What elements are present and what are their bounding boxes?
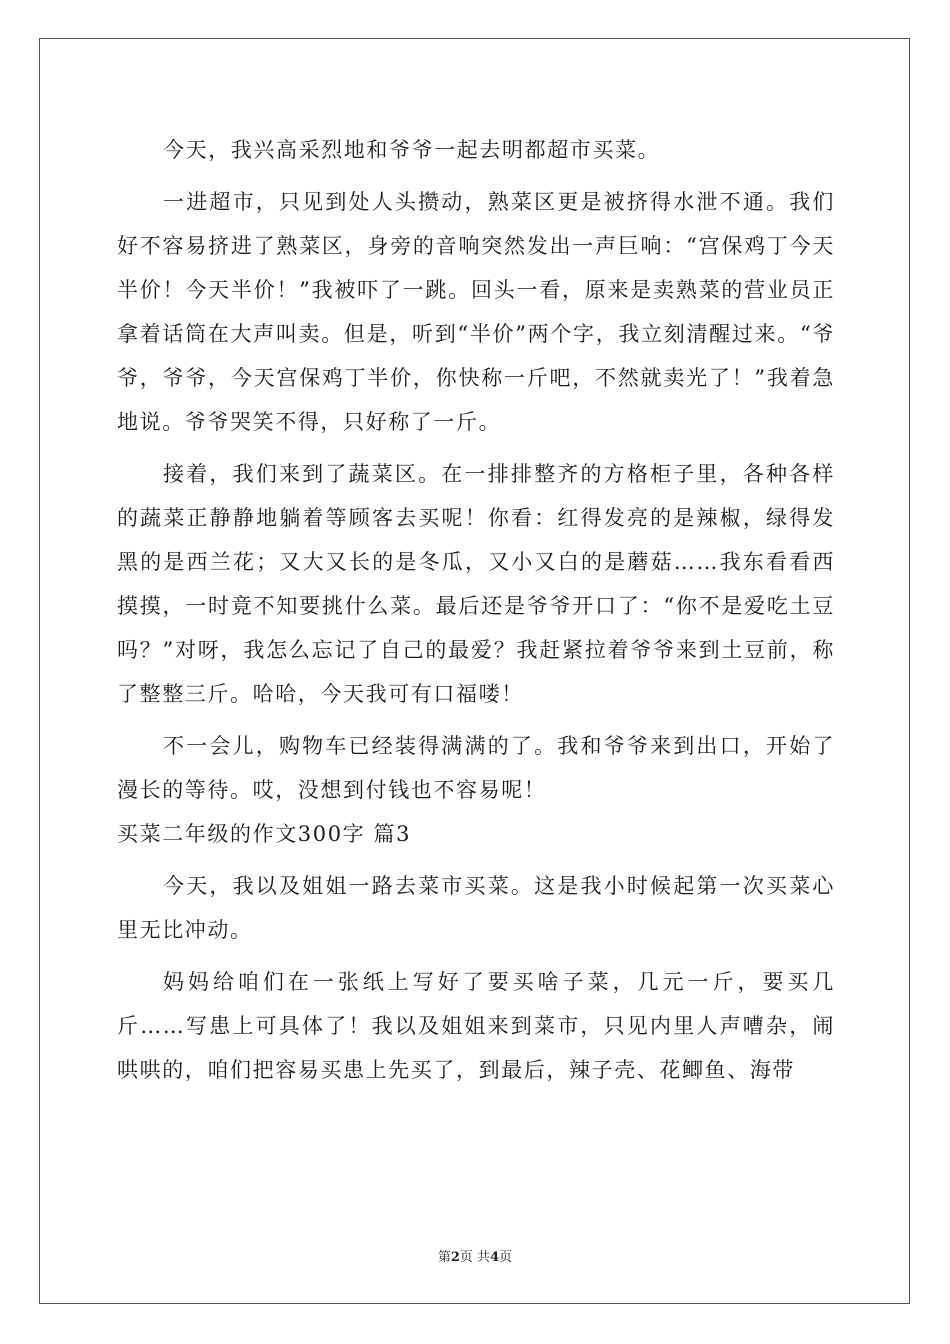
paragraph-4: 不一会儿，购物车已经装得满满的了。我和爷爷来到出口，开始了漫长的等待。哎，没想到付钱也不容易呢！ [117,734,835,802]
footer-page-total: 4 [490,1250,500,1265]
paragraph-2: 一进超市，只见到处人头攒动，熟菜区更是被挤得水泄不通。我们好不容易挤进了熟菜区，身旁的音响突然发出一声巨响：“宫保鸡丁今天半价！今天半价！”我被吓了一跳。回头一看，原来是卖熟菜的营业员正拿着话筒在大声叫卖。但是，听到“半价”两个字，我立刻清醒过来。“爷爷，爷爷，今天宫保鸡丁半价，你快称一斤吧，不然就卖光了！”我着急地说。爷爷哭笑不得，只好称了一斤。 [117,190,835,434]
footer-suffix: 页 [499,1250,513,1265]
footer-page-current: 2 [450,1250,460,1265]
paragraph-1: 今天，我兴高采烈地和爷爷一起去明都超市买菜。 [163,138,661,162]
paragraph-3: 接着，我们来到了蔬菜区。在一排排整齐的方格柜子里，各种各样的蔬菜正静静地躺着等顾客去买呢！你看：红得发亮的是辣椒，绿得发黑的是西兰花；又大又长的是冬瓜，又小又白的是蘑菇……我东看看西摸摸，一时竟不知要挑什么菜。最后还是爷爷开口了：“你不是爱吃土豆吗？”对呀，我怎么忘记了自己的最爱？我赶紧拉着爷爷来到土豆前，称了整整三斤。哈哈，今天我可有口福喽！ [117,462,835,706]
paragraph-6: 妈妈给咱们在一张纸上写好了要买啥子菜，几元一斤，要买几斤……写患上可具体了！我以及姐姐来到菜市，只见内里人声嘈杂，闹哄哄的，咱们把容易买患上先买了，到最后，辣子壳、花鲫鱼、海带 [117,970,835,1082]
footer-prefix: 第 [437,1250,451,1265]
document-body [117,128,835,1092]
footer-mid: 页 共 [459,1250,491,1265]
section-title: 买菜二年级的作文300字 篇3 [117,822,412,846]
paragraph-5: 今天，我以及姐姐一路去菜市买菜。这是我小时候起第一次买菜心里无比冲动。 [117,874,835,942]
page-footer [0,1246,950,1265]
